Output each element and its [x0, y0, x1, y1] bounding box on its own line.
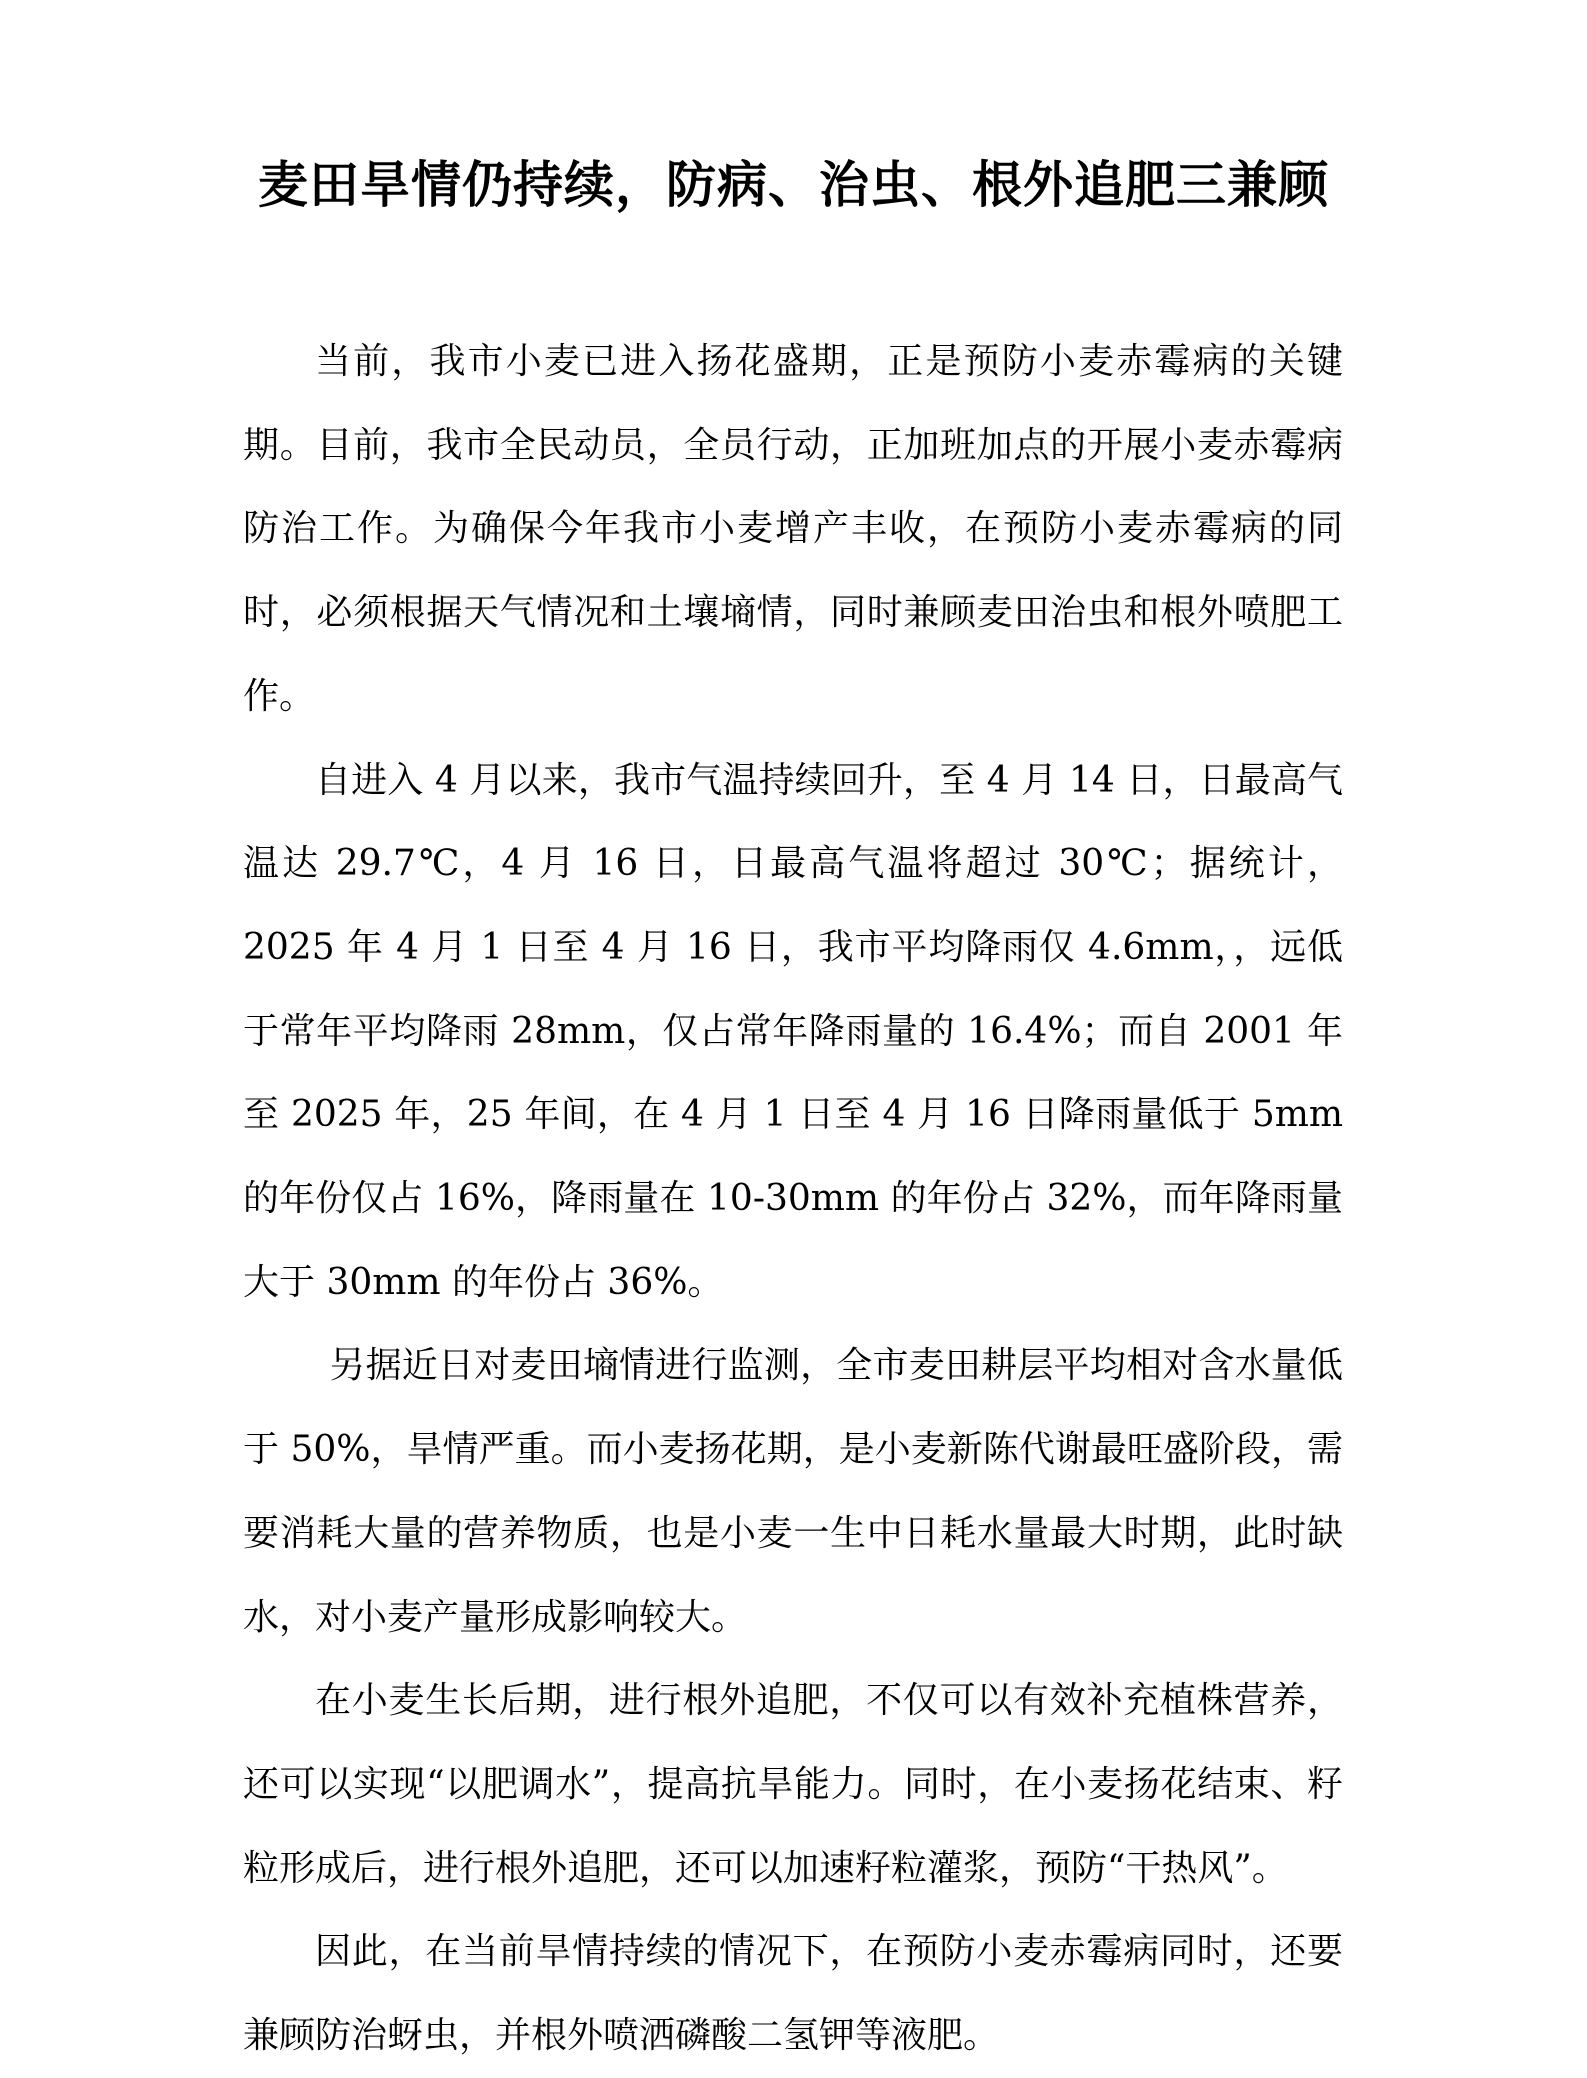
document-title: 麦田旱情仍持续，防病、治虫、根外追肥三兼顾: [258, 155, 1329, 214]
document-body: [243, 320, 1343, 2078]
paragraph-foliar-fertilizing: 在小麦生长后期，进行根外追肥，不仅可以有效补充植株营养，还可以实现“以肥调水”，提高抗旱能力。同时，在小麦扬花结束、籽粒形成后，进行根外追肥，还可以加速籽粒灌浆，预防“干热风”。: [243, 1680, 1343, 1889]
paragraph-weather-statistics: 自进入 4 月以来，我市气温持续回升，至 4 月 14 日，日最高气温达 29.7℃，4 月 16 日，日最高气温将超过 30℃；据统计，2025 年 4 月 1 日至 4 月 16 日，我市平均降雨仅 4.6mm，，远低于常年平均降雨 28mm，仅占常年降雨量的 16.4%；而自 2001 年至 2025 年，25 年间，在 4 月 1 日至 4 月 16 日降雨量低于 5mm 的年份仅占 16%，降雨量在 10-30mm 的年份占 32%，而年降雨量大于 30mm 的年份占 36%。: [243, 759, 1343, 1303]
paragraph-soil-moisture: 另据近日对麦田墒情进行监测，全市麦田耕层平均相对含水量低于 50%，旱情严重。而小麦扬花期，是小麦新陈代谢最旺盛阶段，需要消耗大量的营养物质，也是小麦一生中日耗水量最大时期，此时缺水，对小麦产量形成影响较大。: [243, 1345, 1343, 1638]
paragraph-current-status: 当前，我市小麦已进入扬花盛期，正是预防小麦赤霉病的关键期。目前，我市全民动员，全员行动，正加班加点的开展小麦赤霉病防治工作。为确保今年我市小麦增产丰收，在预防小麦赤霉病的同时，必须根据天气情况和土壤墒情，同时兼顾麦田治虫和根外喷肥工作。: [243, 341, 1343, 717]
paragraph-conclusion: 因此，在当前旱情持续的情况下，在预防小麦赤霉病同时，还要兼顾防治蚜虫，并根外喷洒磷酸二氢钾等液肥。: [243, 1931, 1343, 2057]
